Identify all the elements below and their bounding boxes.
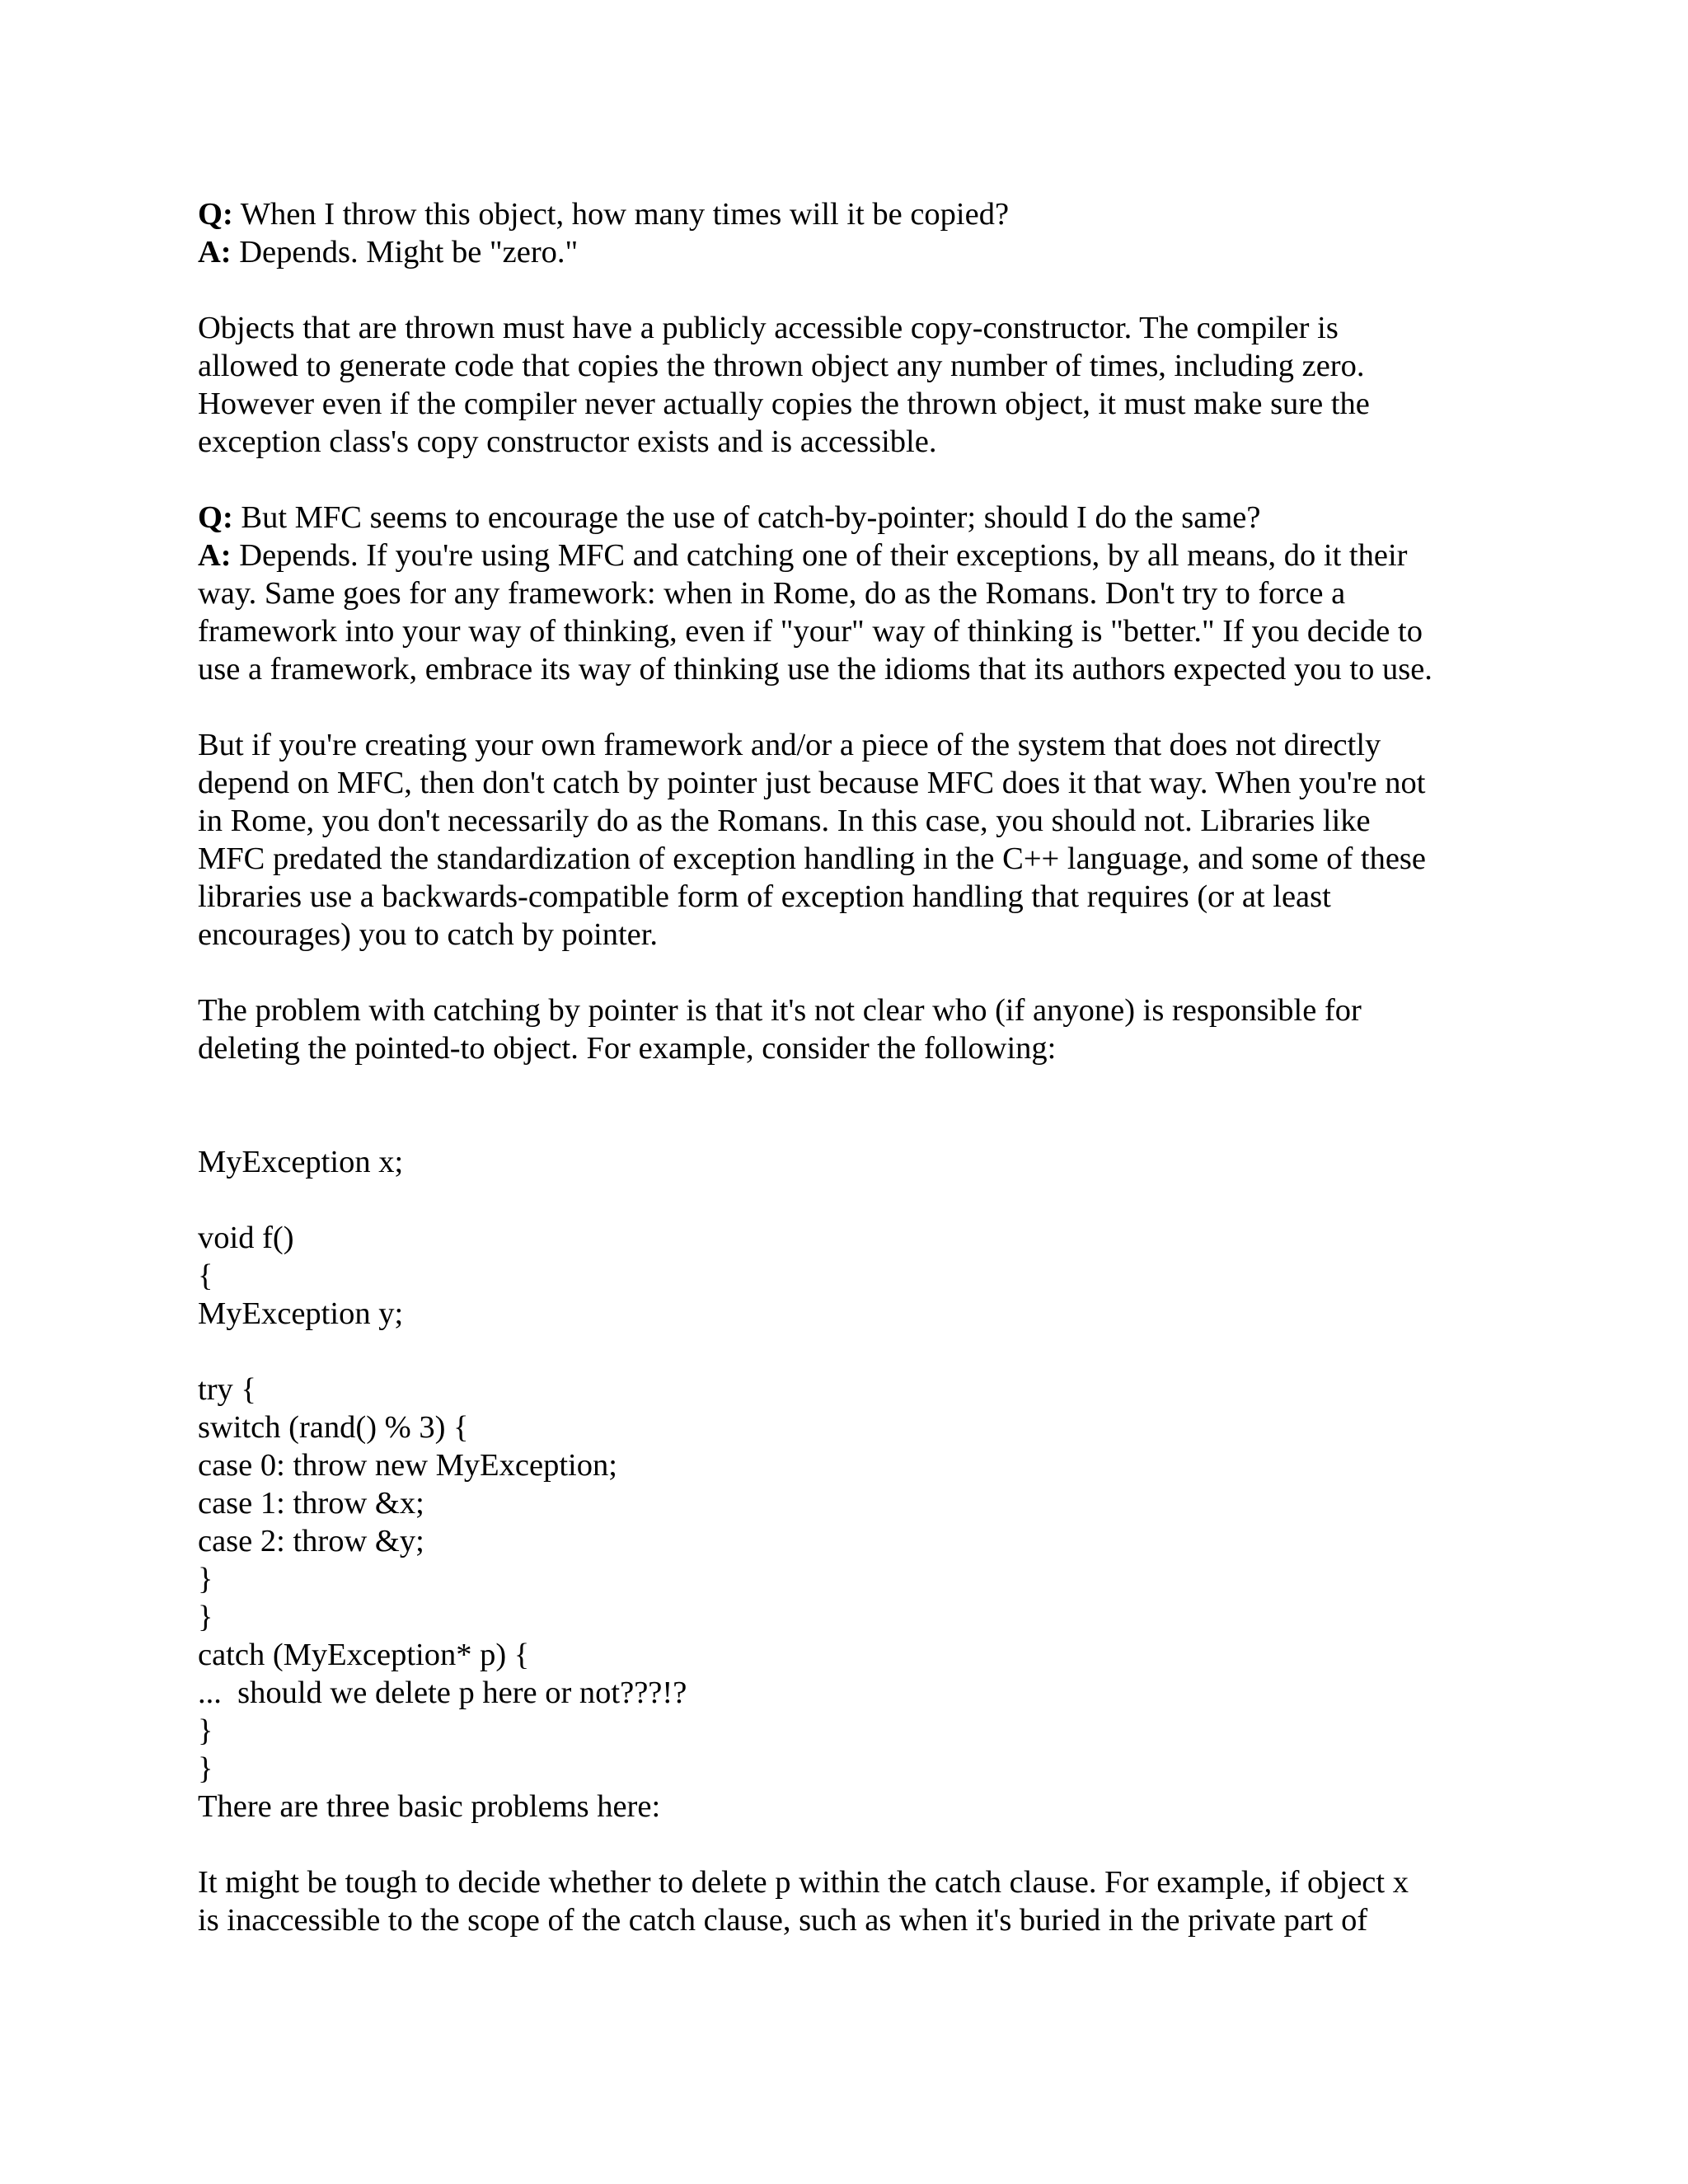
code-line: {	[198, 1258, 213, 1293]
question-1	[198, 195, 1500, 233]
code-line: }	[198, 1600, 213, 1634]
question-2	[198, 499, 1500, 537]
code-line: void f()	[198, 1221, 294, 1255]
code-line: }	[198, 1751, 213, 1786]
question-text: But MFC seems to encourage the use of catch-by-pointer; should I do the same?	[232, 500, 1261, 535]
code-line: case 0: throw new MyException;	[198, 1448, 617, 1483]
answer-line: way. Same goes for any framework: when in Rome, do as the Romans. Don't try to force a	[198, 576, 1346, 611]
code-line: }	[198, 1713, 213, 1748]
question-label: Q:	[198, 500, 233, 535]
code-line: MyException x;	[198, 1145, 404, 1179]
code-line: }	[198, 1562, 213, 1596]
paragraph-line: However even if the compiler never actually copies the thrown object, it must make sure the	[198, 387, 1370, 421]
paragraph-line: There are three basic problems here:	[198, 1789, 661, 1824]
paragraph-line: exception class's copy constructor exists and is accessible.	[198, 424, 937, 459]
paragraph-line: depend on MFC, then don't catch by pointer just because MFC does it that way. When you're not	[198, 766, 1426, 800]
answer-text: Depends. Might be "zero."	[231, 235, 579, 269]
paragraph-line: libraries use a backwards-compatible form of exception handling that requires (or at least	[198, 879, 1331, 914]
question-text: When I throw this object, how many times will it be copied?	[232, 197, 1010, 232]
code-sample	[198, 1143, 1500, 1788]
paragraph-line: allowed to generate code that copies the thrown object any number of times, including zero.	[198, 349, 1365, 383]
document-body	[198, 195, 1500, 1939]
question-label: Q:	[198, 197, 233, 232]
paragraph-line: in Rome, you don't necessarily do as the Romans. In this case, you should not. Libraries like	[198, 804, 1371, 838]
code-line: try {	[198, 1372, 256, 1407]
paragraph-line: encourages) you to catch by pointer.	[198, 917, 659, 952]
paragraph-line: Objects that are thrown must have a publicly accessible copy-constructor. The compiler is	[198, 311, 1339, 345]
paragraph-line: MFC predated the standardization of exception handling in the C++ language, and some of these	[198, 841, 1426, 876]
code-line: catch (MyException* p) {	[198, 1638, 530, 1672]
code-line: case 1: throw &x;	[198, 1486, 424, 1521]
paragraph-line: is inaccessible to the scope of the catch clause, such as when it's buried in the private part of	[198, 1903, 1368, 1938]
answer-text: Depends. If you're using MFC and catching one of their exceptions, by all means, do it their	[231, 538, 1408, 573]
paragraph-line: The problem with catching by pointer is that it's not clear who (if anyone) is responsible for	[198, 993, 1362, 1028]
answer-2	[198, 537, 1500, 574]
paragraph-line: deleting the pointed-to object. For example, consider the following:	[198, 1031, 1057, 1066]
paragraph-line: It might be tough to decide whether to delete p within the catch clause. For example, if object x	[198, 1865, 1409, 1900]
code-line: switch (rand() % 3) {	[198, 1410, 469, 1445]
answer-1	[198, 233, 1500, 271]
answer-label: A:	[198, 235, 232, 269]
code-line: MyException y;	[198, 1296, 404, 1331]
answer-line: use a framework, embrace its way of thinking use the idioms that its authors expected you to use.	[198, 652, 1432, 687]
answer-label: A:	[198, 538, 232, 573]
answer-line: framework into your way of thinking, even if "your" way of thinking is "better." If you decide to	[198, 614, 1423, 649]
code-line: case 2: throw &y;	[198, 1524, 424, 1558]
code-line: ... should we delete p here or not???!?	[198, 1675, 687, 1710]
paragraph-line: But if you're creating your own framework and/or a piece of the system that does not directly	[198, 728, 1381, 762]
